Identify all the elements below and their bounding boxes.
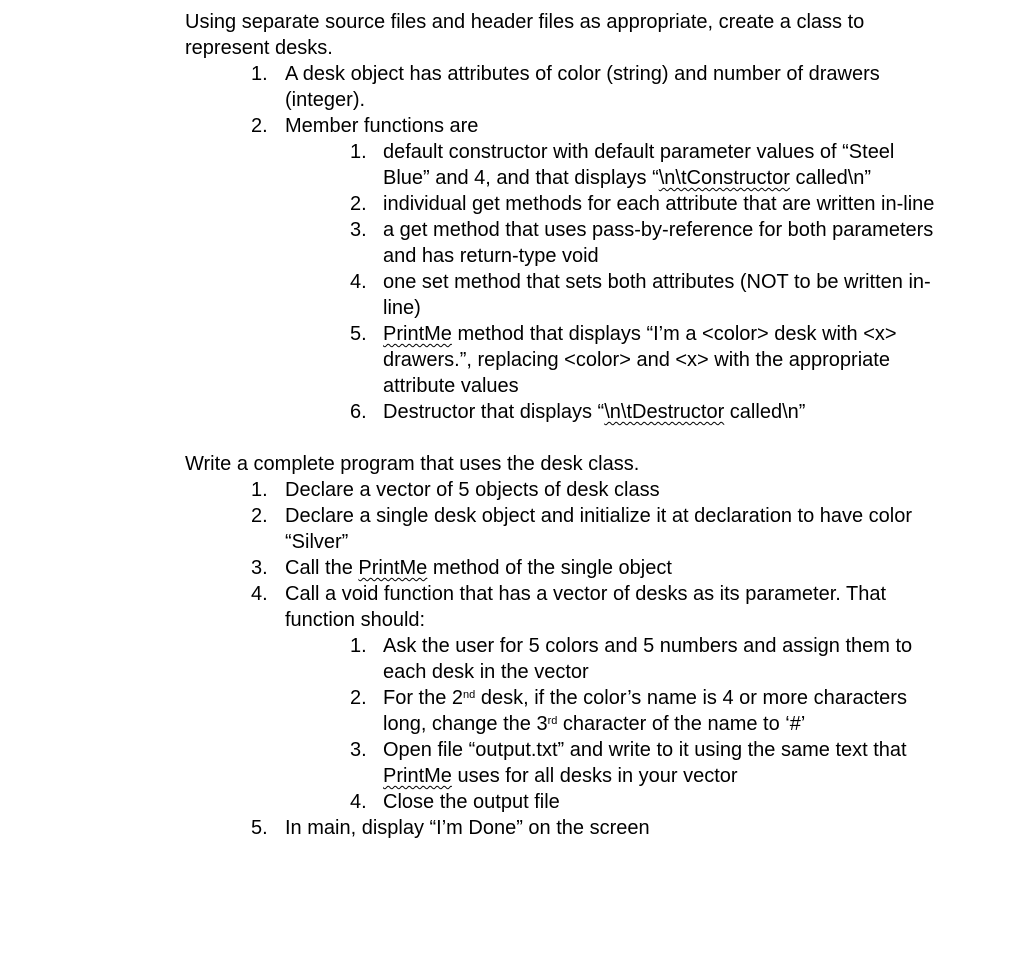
question-2 xyxy=(0,451,945,477)
void-function-step-3 xyxy=(0,737,1024,789)
member-function-6-text xyxy=(0,399,938,425)
q2-item-4-number: 4. xyxy=(251,583,268,605)
step-2-part-a: For the 2 xyxy=(383,687,464,709)
member-function-3 xyxy=(0,217,1024,269)
q2-item-3-post: method of the single object xyxy=(427,557,672,579)
member-function-3-text: a get method that uses pass-by-reference for both parameters and has return-type void xyxy=(383,219,934,267)
member-function-1-post: called\n” xyxy=(789,167,872,189)
q1-item-1 xyxy=(0,61,1024,113)
member-function-4 xyxy=(0,269,1024,321)
member-function-5-text xyxy=(0,321,938,399)
void-function-step-1 xyxy=(0,633,1024,685)
member-function-5-post: method that displays “I’m a <color> desk with <x> drawers.”, replacing <color> and <x> with the appropriate attribute values xyxy=(383,323,897,397)
member-function-1-number: 1. xyxy=(350,141,367,163)
question-1-text: Using separate source files and header files as appropriate, create a class to represent desks. xyxy=(185,11,865,59)
q1-item-2-number: 2. xyxy=(251,115,268,137)
assignment-document xyxy=(0,9,1024,841)
q1-item-1-number: 1. xyxy=(251,63,268,85)
member-function-4-text: one set method that sets both attributes (NOT to be written in-line) xyxy=(383,271,931,319)
member-function-1 xyxy=(0,139,1024,191)
q2-item-3 xyxy=(0,555,1024,581)
section-spacer xyxy=(0,425,1024,451)
step-2-part-c: character of the name to ‘#’ xyxy=(557,713,806,735)
member-function-2 xyxy=(0,191,1024,217)
question-2-text: Write a complete program that uses the desk class. xyxy=(185,453,640,475)
q2-item-5-number: 5. xyxy=(251,817,268,839)
member-function-5-number: 5. xyxy=(350,323,367,345)
member-function-6-number: 6. xyxy=(350,401,367,423)
q2-item-4 xyxy=(0,581,1024,633)
ordinal-suffix-rd: rd xyxy=(547,715,558,727)
q2-item-3-number: 3. xyxy=(251,557,268,579)
void-function-step-4 xyxy=(0,789,1024,815)
q2-item-1-number: 1. xyxy=(251,479,268,501)
void-function-step-1-number: 1. xyxy=(350,635,367,657)
void-function-step-2 xyxy=(0,685,1024,737)
spellcheck-underlined-text: PrintMe xyxy=(383,765,452,787)
member-function-5 xyxy=(0,321,1024,399)
spellcheck-underlined-text: PrintMe xyxy=(358,557,428,579)
member-function-6-post: called\n” xyxy=(724,401,806,423)
step-3-pre: Open file “output.txt” and write to it using the same text that xyxy=(383,739,907,761)
member-function-1-text xyxy=(0,139,938,191)
member-function-1-pre: default constructor with default parameter values of “Steel Blue” and 4, and that displays “ xyxy=(383,141,895,189)
step-2-part-b: desk, if the color’s name is 4 or more characters long, change the 3 xyxy=(383,687,907,735)
step-3-post: uses for all desks in your vector xyxy=(451,765,738,787)
q2-item-2-text: Declare a single desk object and initialize it at declaration to have color “Silver” xyxy=(285,505,913,553)
spellcheck-underlined-text: \n\tConstructor xyxy=(658,167,790,189)
member-function-6-pre: Destructor that displays “ xyxy=(383,401,605,423)
void-function-step-1-text: Ask the user for 5 colors and 5 numbers and assign them to each desk in the vector xyxy=(383,635,913,683)
q2-item-1-text: Declare a vector of 5 objects of desk class xyxy=(285,479,660,501)
question-1 xyxy=(0,9,945,61)
q2-item-3-text xyxy=(0,555,945,581)
q1-item-2-text: Member functions are xyxy=(285,115,479,137)
q2-item-2 xyxy=(0,503,1024,555)
member-function-4-number: 4. xyxy=(350,271,367,293)
q1-item-1-text: A desk object has attributes of color (string) and number of drawers (integer). xyxy=(285,63,880,111)
void-function-step-2-number: 2. xyxy=(350,687,367,709)
member-function-6 xyxy=(0,399,1024,425)
void-function-step-4-number: 4. xyxy=(350,791,367,813)
void-function-step-2-text xyxy=(0,685,938,737)
spellcheck-underlined-text: PrintMe xyxy=(383,323,452,345)
ordinal-suffix-nd: nd xyxy=(463,689,476,701)
member-function-2-number: 2. xyxy=(350,193,367,215)
q2-item-1 xyxy=(0,477,1024,503)
q2-item-3-pre: Call the xyxy=(285,557,359,579)
void-function-step-3-number: 3. xyxy=(350,739,367,761)
q2-item-2-number: 2. xyxy=(251,505,268,527)
void-function-step-4-text: Close the output file xyxy=(383,791,560,813)
q2-item-5-text: In main, display “I’m Done” on the screen xyxy=(285,817,650,839)
member-function-2-text: individual get methods for each attribute that are written in-line xyxy=(383,193,935,215)
void-function-step-3-text xyxy=(0,737,938,789)
q2-item-5 xyxy=(0,815,1024,841)
member-function-3-number: 3. xyxy=(350,219,367,241)
q2-item-4-text: Call a void function that has a vector of desks as its parameter. That function should: xyxy=(285,583,887,631)
q1-item-2 xyxy=(0,113,1024,139)
spellcheck-underlined-text: \n\tDestructor xyxy=(604,401,725,423)
